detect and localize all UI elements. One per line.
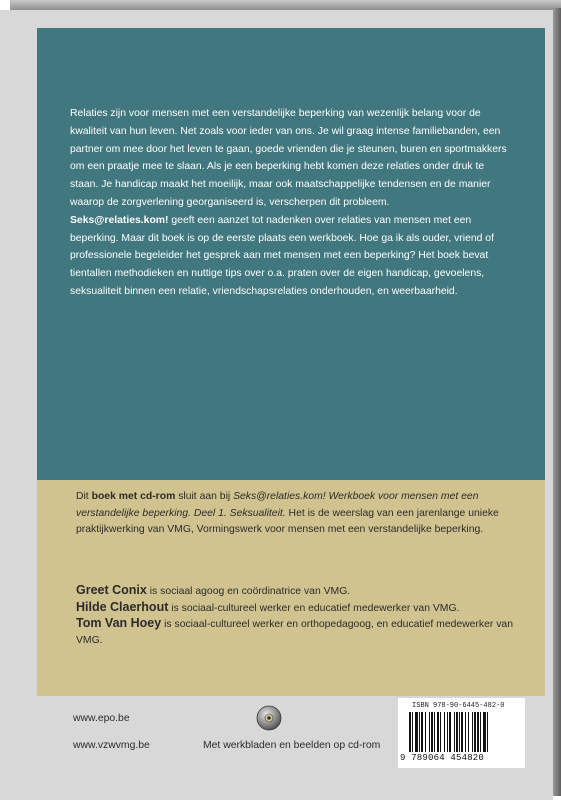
barcode-bar <box>477 712 479 752</box>
cd-rom-icon <box>256 705 282 731</box>
author-name: Hilde Claerhout <box>76 599 169 614</box>
barcode-bar <box>419 712 420 752</box>
barcode-bar <box>449 712 451 752</box>
barcode-bar <box>444 712 445 752</box>
blurb-paragraph-2: geeft een aanzet tot nadenken over relaties van mensen met een beperking. Maar dit boek is op de eerste plaats een werkboek. Hoe ga ik als ouder, vriend of professionele begeleider het gesprek aan met mensen met een beperking? Het boek bevat tientallen methodieken en nuttige tips over o.a. praten over de eigen handicap, gevoelens, seksualiteit binnen een relatie, vriendschapsrelaties onderhouden, en weerbaarheid. <box>70 214 494 297</box>
barcode-bar <box>480 712 481 752</box>
barcode-bar <box>461 712 463 752</box>
series-title: Seks@relaties.kom! Werkboek voor mensen met een verstandelijke beperking. Deel 1. Seksualiteit. <box>76 491 479 519</box>
info-text <box>76 489 521 539</box>
author-name: Tom Van Hoey <box>76 616 162 630</box>
isbn-label: ISBN 978-90-6445-482-0 <box>412 702 505 710</box>
author-description: is sociaal-cultureel werker en orthopedagoog, en educatief medewerker van VMG. <box>76 619 513 646</box>
author-name: Greet Conix <box>76 583 147 597</box>
author-list <box>76 583 526 648</box>
barcode-bar <box>425 712 426 752</box>
barcode-bar <box>459 712 460 752</box>
barcode-bar <box>483 712 486 752</box>
organisation-url[interactable]: www.vzwvmg.be <box>73 740 150 751</box>
barcode-bar <box>487 712 488 752</box>
barcode <box>408 712 520 752</box>
barcode-bar <box>468 712 469 752</box>
info-middle: sluit aan bij <box>175 491 234 502</box>
book-title: Seks@relaties.kom! <box>70 214 169 226</box>
info-bold: boek met cd-rom <box>91 491 176 502</box>
barcode-bar <box>465 712 466 752</box>
author-description: is sociaal-cultureel werker en educatief medewerker van VMG. <box>168 602 460 614</box>
barcode-bar <box>434 712 435 752</box>
barcode-bar <box>474 712 476 752</box>
barcode-bar <box>440 712 441 752</box>
publisher-url[interactable]: www.epo.be <box>73 713 130 724</box>
book-page-edge-top <box>10 0 561 10</box>
barcode-bar <box>412 712 413 752</box>
blurb-paragraph-1: Relaties zijn voor mensen met een verstandelijke beperking van wezenlijk belang voor de kwaliteit van hun leven. Net zoals voor ieder van ons. Je wil graag intense familiebanden, een partner om mee door het leven te gaan, goede vrienden die je steunen, buren en sportmakkers om een praatje mee te slaan. Als je een beperking hebt komen deze relaties onder druk te staan. Je handicap maakt het moeilijk, maar ook maatschappelijke tendensen en de manier waarop de zorgverlening georganiseerd is, verscherpen dit probleem. <box>70 108 507 208</box>
book-page-edge-right <box>553 8 561 796</box>
barcode-digits: 9 789064 454820 <box>400 753 485 763</box>
barcode-bar <box>431 712 433 752</box>
barcode-bar <box>454 712 455 752</box>
barcode-bar <box>456 712 458 752</box>
barcode-bar <box>429 712 430 752</box>
barcode-bar <box>472 712 473 752</box>
cd-rom-caption: Met werkbladen en beelden op cd-rom <box>203 740 381 751</box>
barcode-bar <box>447 712 448 752</box>
barcode-bar <box>437 712 439 752</box>
barcode-bar <box>409 712 411 752</box>
blurb-text <box>70 105 515 301</box>
info-prefix: Dit <box>76 491 92 502</box>
author-description: is sociaal agoog en coördinatrice van VMG. <box>146 586 351 597</box>
info-suffix: Het is de weerslag van een jarenlange unieke praktijkwerking van VMG, Vormingswerk voor mensen met een verstandelijke beperking. <box>76 507 499 535</box>
barcode-bar <box>415 712 418 752</box>
barcode-bar <box>421 712 423 752</box>
